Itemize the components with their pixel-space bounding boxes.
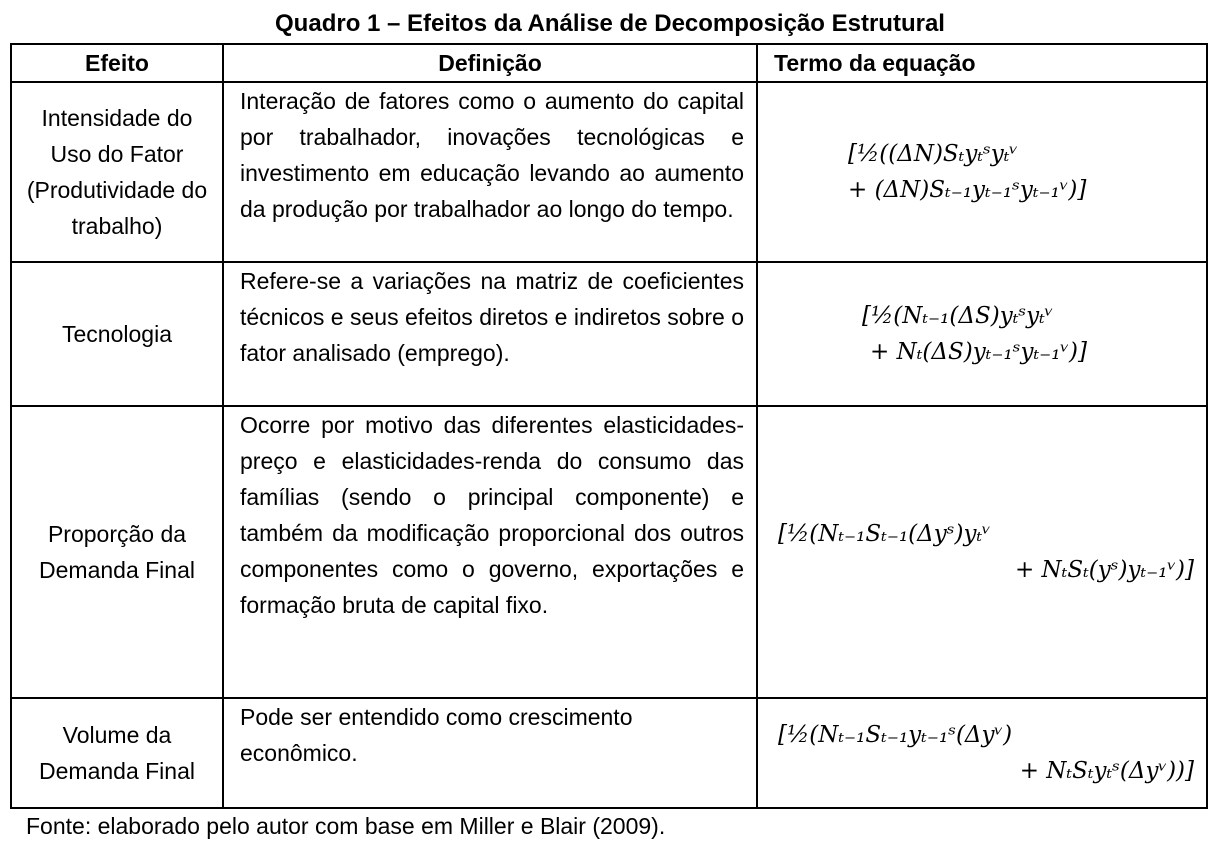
effect-cell: Proporção da Demanda Final: [11, 406, 223, 698]
table-row: [11, 82, 1207, 262]
definition-cell: Interação de fatores como o aumento do capital por trabalhador, inovações tecnológicas e investimento em educação levando ao aumento da produção por trabalhador ao longo do tempo.: [223, 82, 757, 262]
equation-cell: [757, 82, 1207, 262]
equation-line-2: + (ΔN)Sₜ₋₁yₜ₋₁ˢyₜ₋₁ᵛ)]: [848, 177, 1087, 203]
table-row: [11, 406, 1207, 698]
equation-line-1: [½(Nₜ₋₁Sₜ₋₁(Δyˢ)yₜᵛ: [778, 521, 991, 547]
header-definition: Definição: [223, 44, 757, 82]
table-title: Quadro 1 – Efeitos da Análise de Decomposição Estrutural: [275, 10, 945, 37]
equation-line-1: [½(Nₜ₋₁(ΔS)yₜˢyₜᵛ: [862, 303, 1054, 329]
equation-line-1: [½(Nₜ₋₁Sₜ₋₁yₜ₋₁ˢ(Δyᵛ): [778, 722, 1013, 748]
equation-cell: [757, 698, 1207, 808]
decomposition-table: [10, 43, 1208, 809]
header-equation: Termo da equação: [757, 44, 1207, 82]
definition-cell: Ocorre por motivo das diferentes elasticidades-preço e elasticidades-renda do consumo das famílias (sendo o principal componente) e também da modificação proporcional dos outros componentes como o governo, exportações e formação bruta de capital fixo.: [223, 406, 757, 698]
effect-cell: Volume da Demanda Final: [11, 698, 223, 808]
definition-cell: Refere-se a variações na matriz de coeficientes técnicos e seus efeitos diretos e indiretos sobre o fator analisado (emprego).: [223, 262, 757, 406]
equation-line-2: + NₜSₜyₜˢ(Δyᵛ))]: [1019, 758, 1194, 784]
source-note: Fonte: elaborado pelo autor com base em Miller e Blair (2009).: [26, 813, 666, 839]
equation-cell: [757, 406, 1207, 698]
effect-cell: Intensidade do Uso do Fator (Produtividade do trabalho): [11, 82, 223, 262]
effect-cell: Tecnologia: [11, 262, 223, 406]
table-row: [11, 698, 1207, 808]
equation-line-1: [½((ΔN)Sₜyₜˢyₜᵛ: [848, 141, 1018, 167]
table-row: [11, 262, 1207, 406]
header-effect: Efeito: [11, 44, 223, 82]
equation-line-2: + NₜSₜ(yˢ)yₜ₋₁ᵛ)]: [1014, 557, 1194, 583]
definition-cell: Pode ser entendido como crescimento econômico.: [223, 698, 757, 808]
equation-cell: [757, 262, 1207, 406]
header-row: [11, 44, 1207, 82]
equation-line-2: + Nₜ(ΔS)yₜ₋₁ˢyₜ₋₁ᵛ)]: [870, 339, 1088, 365]
